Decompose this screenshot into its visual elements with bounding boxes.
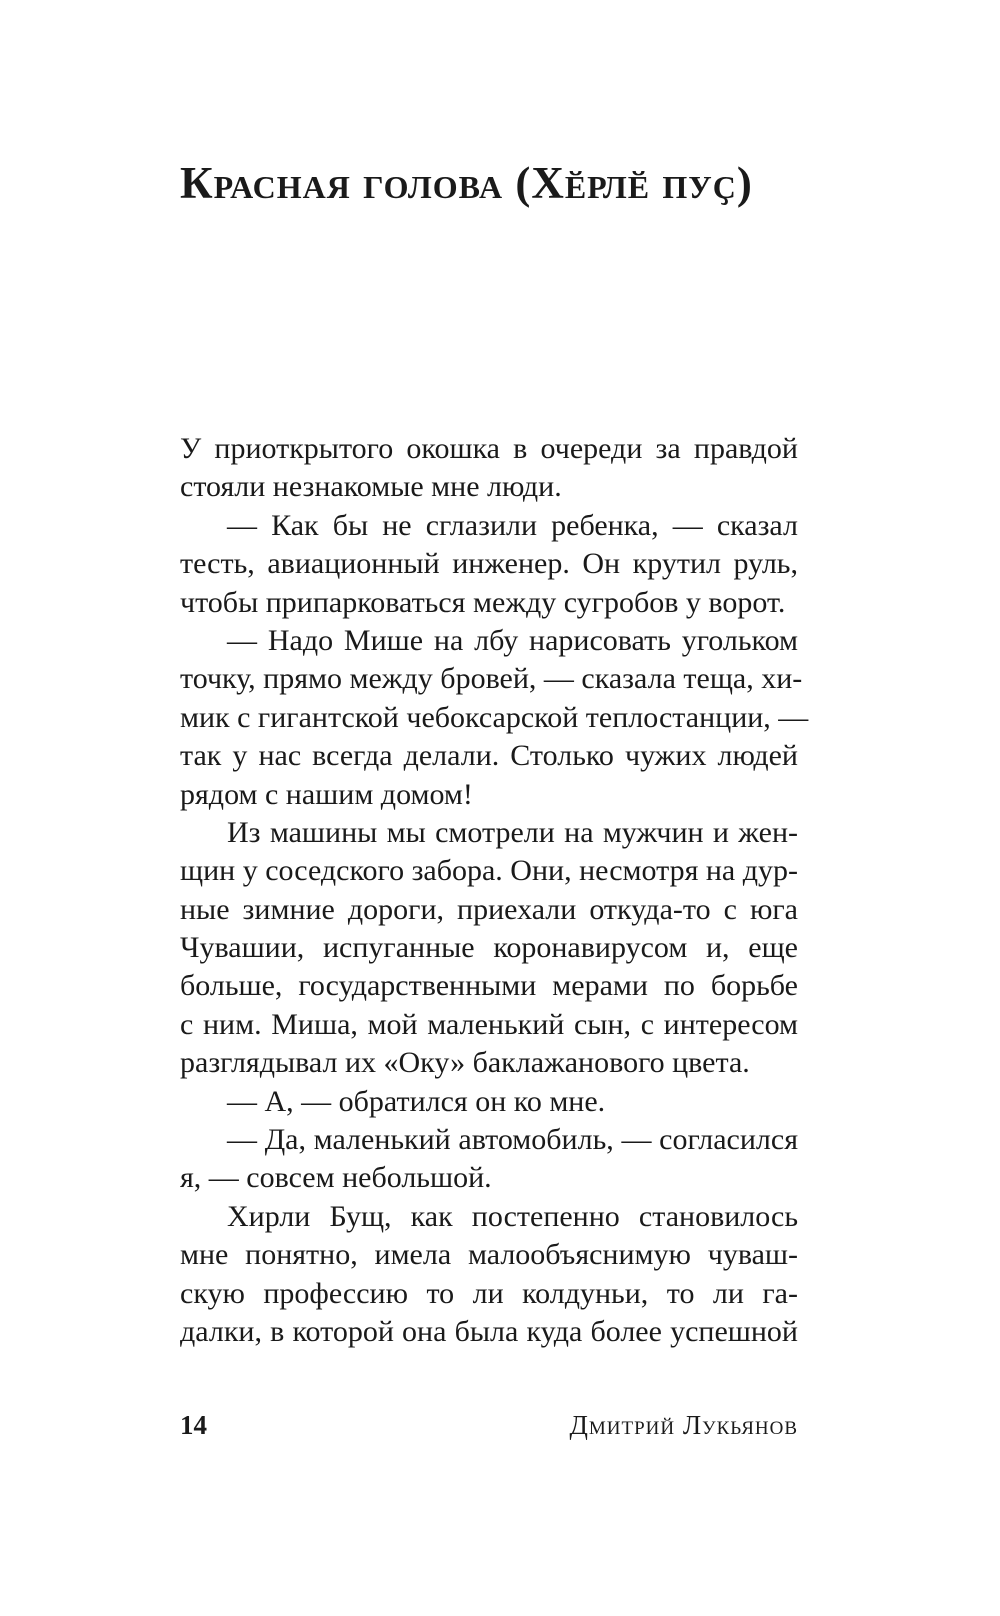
text-line: разглядывал их «Оку» баклажанового цвета. <box>180 1046 750 1080</box>
text-line: точку, прямо между бровей, — сказала теща, хи- <box>180 662 803 696</box>
text-line: — А, — обратился он ко мне. <box>227 1084 606 1118</box>
text-line: Из машины мы смотрели на мужчин и жен- <box>227 815 798 849</box>
text-line: — Надо Мише на лбу нарисовать угольком <box>227 623 798 657</box>
chapter-title: Красная голова (Хӗрлӗ пуҫ) <box>180 158 753 208</box>
text-line: ные зимние дороги, приехали откуда-то с юга <box>180 892 798 926</box>
text-line: я, — совсем небольшой. <box>180 1161 492 1195</box>
page-number: 14 <box>180 1410 207 1440</box>
text-line: рядом с нашим домом! <box>180 777 473 811</box>
text-line: так у нас всегда делали. Столько чужих людей <box>180 739 798 773</box>
running-head-author: Дмитрий Лукьянов <box>569 1410 798 1440</box>
text-line: мик с гигантской чебоксарской теплостанции, — <box>180 700 809 734</box>
text-line: больше, государственными мерами по борьбе <box>180 969 798 1003</box>
text-line: скую профессию то ли колдуньи, то ли га- <box>180 1276 798 1310</box>
text-line: стояли незнакомые мне люди. <box>180 470 562 504</box>
body-text <box>180 430 809 1351</box>
text-line: чтобы припарковаться между сугробов у ворот. <box>180 585 786 619</box>
text-line: далки, в которой она была куда более успешной <box>180 1314 798 1348</box>
text-line: — Как бы не сглазили ребенка, — сказал <box>227 508 798 542</box>
text-line: тесть, авиационный инженер. Он крутил руль, <box>180 547 798 581</box>
text-line: — Да, маленький автомобиль, — согласился <box>227 1123 798 1157</box>
text-line: У приоткрытого окошка в очереди за правдой <box>180 432 798 465</box>
text-line: Чувашии, испуганные коронавирусом и, еще <box>180 931 798 965</box>
text-line: с ним. Миша, мой маленький сын, с интересом <box>180 1007 798 1041</box>
text-line: щин у соседского забора. Они, несмотря на дур- <box>180 854 799 888</box>
text-line: мне понятно, имела малообъяснимую чуваш- <box>180 1238 798 1272</box>
text-line: Хирли Бущ, как постепенно становилось <box>227 1199 798 1233</box>
